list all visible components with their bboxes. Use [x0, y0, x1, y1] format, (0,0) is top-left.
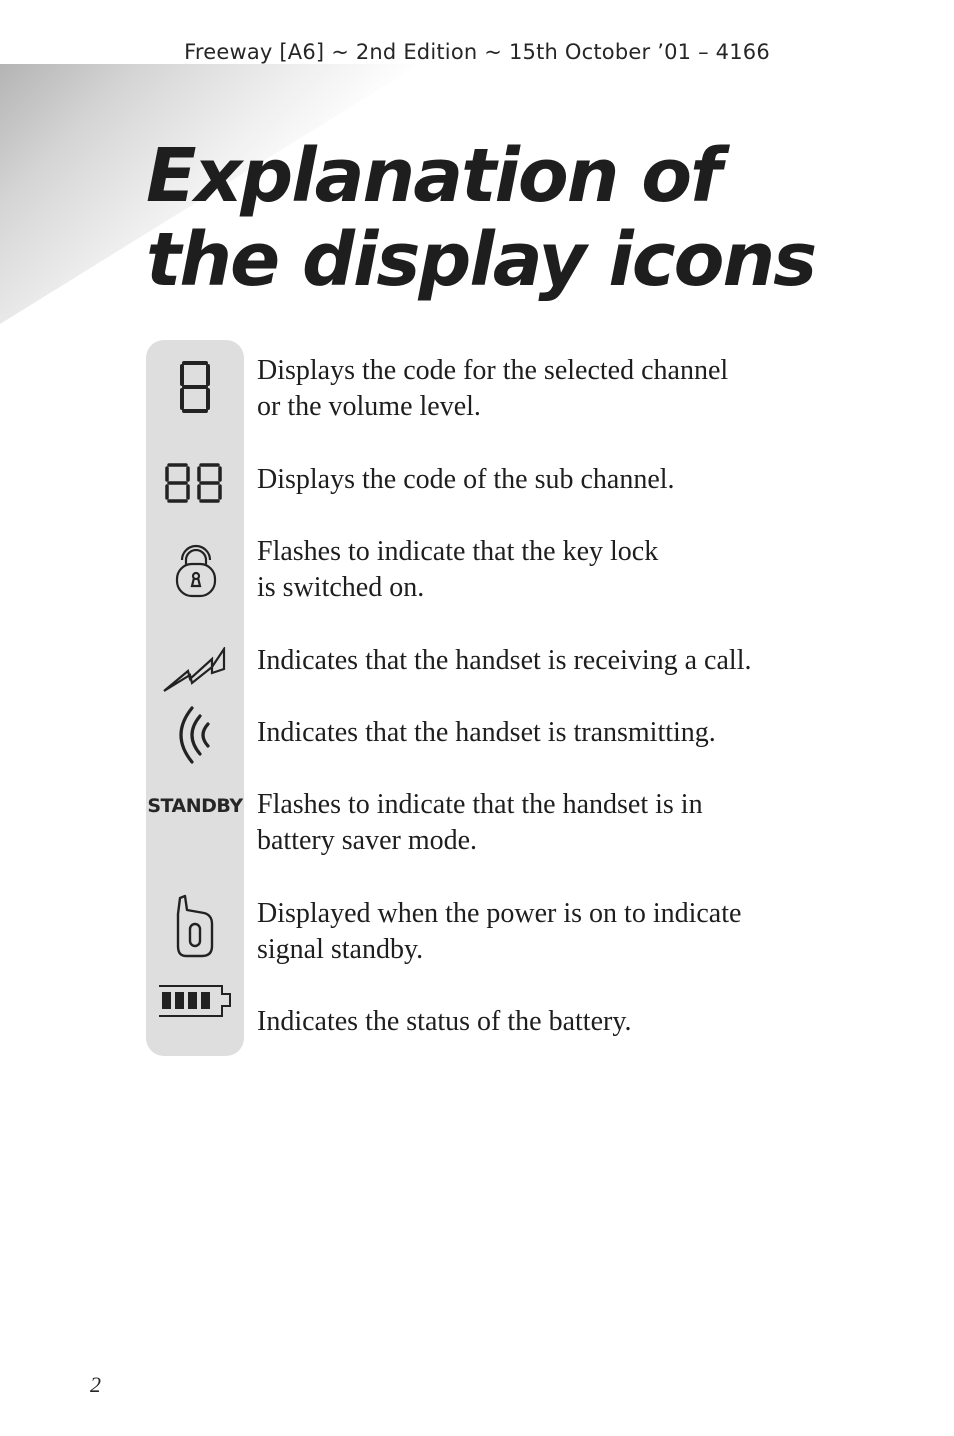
lightning-bolt-icon	[162, 647, 226, 693]
description-key-lock: Flashes to indicate that the key lock is switched on.	[257, 536, 659, 603]
padlock-icon	[172, 544, 220, 598]
handset-icon	[174, 894, 216, 958]
battery-icon	[158, 984, 232, 1018]
seven-segment-digit-icon	[178, 360, 212, 414]
radio-waves-icon	[176, 704, 212, 766]
title-line-1: Explanation of	[146, 133, 721, 219]
page-title	[146, 134, 815, 302]
running-head: Freeway [A6] ~ 2nd Edition ~ 15th October ’01 – 4166	[184, 40, 770, 64]
title-line-2: the display icons	[146, 217, 816, 303]
page-number: 2	[90, 1372, 101, 1397]
description-transmitting: Indicates that the handset is transmitting.	[257, 717, 716, 748]
description-power-on: Displayed when the power is on to indicate signal standby.	[257, 898, 742, 965]
description-receiving: Indicates that the handset is receiving a call.	[257, 645, 752, 676]
standby-label: STANDBY	[147, 795, 243, 817]
description-channel-code: Displays the code for the selected channel or the volume level.	[257, 355, 729, 422]
description-battery-status: Indicates the status of the battery.	[257, 1006, 632, 1037]
seven-segment-double-digit-icon	[164, 463, 224, 503]
description-battery-saver: Flashes to indicate that the handset is in battery saver mode.	[257, 789, 703, 856]
description-sub-channel: Displays the code of the sub channel.	[257, 464, 675, 495]
